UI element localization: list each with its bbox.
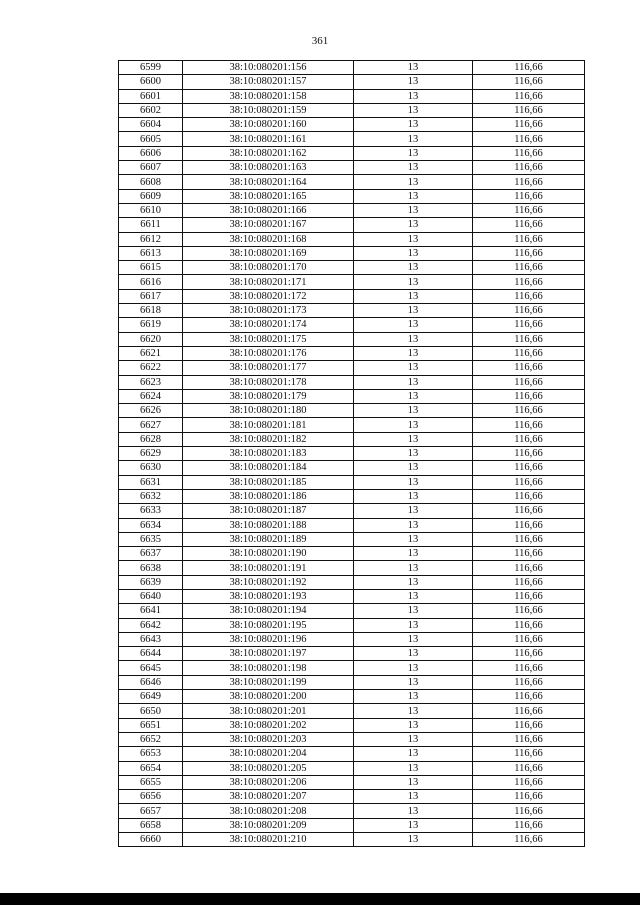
code-cell: 13 <box>354 103 473 117</box>
table-row <box>119 175 585 189</box>
table-row <box>119 146 585 160</box>
code-cell: 13 <box>354 489 473 503</box>
area-cell: 116,66 <box>473 146 585 160</box>
area-cell: 116,66 <box>473 161 585 175</box>
code-cell: 13 <box>354 218 473 232</box>
code-cell: 13 <box>354 75 473 89</box>
cadastral-number-cell: 38:10:080201:206 <box>183 775 354 789</box>
area-cell: 116,66 <box>473 332 585 346</box>
cadastral-number-cell: 38:10:080201:195 <box>183 618 354 632</box>
code-cell: 13 <box>354 775 473 789</box>
code-cell: 13 <box>354 132 473 146</box>
area-cell: 116,66 <box>473 275 585 289</box>
code-cell: 13 <box>354 189 473 203</box>
row-number-cell: 6630 <box>119 461 183 475</box>
cadastral-number-cell: 38:10:080201:165 <box>183 189 354 203</box>
cadastral-number-cell: 38:10:080201:179 <box>183 389 354 403</box>
cadastral-number-cell: 38:10:080201:193 <box>183 589 354 603</box>
code-cell: 13 <box>354 518 473 532</box>
row-number-cell: 6660 <box>119 833 183 847</box>
table-row <box>119 647 585 661</box>
code-cell: 13 <box>354 475 473 489</box>
code-cell: 13 <box>354 261 473 275</box>
row-number-cell: 6619 <box>119 318 183 332</box>
table-row <box>119 804 585 818</box>
cadastral-number-cell: 38:10:080201:177 <box>183 361 354 375</box>
row-number-cell: 6650 <box>119 704 183 718</box>
table-row <box>119 161 585 175</box>
cadastral-number-cell: 38:10:080201:160 <box>183 118 354 132</box>
area-cell: 116,66 <box>473 747 585 761</box>
row-number-cell: 6652 <box>119 732 183 746</box>
area-cell: 116,66 <box>473 718 585 732</box>
table-row <box>119 504 585 518</box>
row-number-cell: 6626 <box>119 404 183 418</box>
area-cell: 116,66 <box>473 404 585 418</box>
cadastral-number-cell: 38:10:080201:183 <box>183 447 354 461</box>
cadastral-number-cell: 38:10:080201:180 <box>183 404 354 418</box>
table-row <box>119 361 585 375</box>
table-row <box>119 103 585 117</box>
area-cell: 116,66 <box>473 504 585 518</box>
code-cell: 13 <box>354 575 473 589</box>
row-number-cell: 6658 <box>119 818 183 832</box>
cadastral-number-cell: 38:10:080201:176 <box>183 346 354 360</box>
row-number-cell: 6611 <box>119 218 183 232</box>
cadastral-number-cell: 38:10:080201:199 <box>183 675 354 689</box>
area-cell: 116,66 <box>473 418 585 432</box>
area-cell: 116,66 <box>473 732 585 746</box>
row-number-cell: 6618 <box>119 304 183 318</box>
area-cell: 116,66 <box>473 675 585 689</box>
table-row <box>119 232 585 246</box>
cadastral-number-cell: 38:10:080201:187 <box>183 504 354 518</box>
code-cell: 13 <box>354 604 473 618</box>
row-number-cell: 6643 <box>119 632 183 646</box>
row-number-cell: 6605 <box>119 132 183 146</box>
code-cell: 13 <box>354 675 473 689</box>
code-cell: 13 <box>354 89 473 103</box>
table-row <box>119 604 585 618</box>
area-cell: 116,66 <box>473 775 585 789</box>
area-cell: 116,66 <box>473 261 585 275</box>
row-number-cell: 6602 <box>119 103 183 117</box>
row-number-cell: 6607 <box>119 161 183 175</box>
area-cell: 116,66 <box>473 246 585 260</box>
table-row <box>119 418 585 432</box>
row-number-cell: 6651 <box>119 718 183 732</box>
table-row <box>119 690 585 704</box>
row-number-cell: 6622 <box>119 361 183 375</box>
code-cell: 13 <box>354 618 473 632</box>
area-cell: 116,66 <box>473 218 585 232</box>
area-cell: 116,66 <box>473 575 585 589</box>
code-cell: 13 <box>354 790 473 804</box>
area-cell: 116,66 <box>473 818 585 832</box>
cadastral-number-cell: 38:10:080201:205 <box>183 761 354 775</box>
cadastral-number-cell: 38:10:080201:210 <box>183 833 354 847</box>
row-number-cell: 6637 <box>119 547 183 561</box>
table-row <box>119 318 585 332</box>
row-number-cell: 6613 <box>119 246 183 260</box>
code-cell: 13 <box>354 275 473 289</box>
row-number-cell: 6632 <box>119 489 183 503</box>
cadastral-number-cell: 38:10:080201:198 <box>183 661 354 675</box>
cadastral-number-cell: 38:10:080201:182 <box>183 432 354 446</box>
code-cell: 13 <box>354 747 473 761</box>
table-row <box>119 246 585 260</box>
table-row <box>119 618 585 632</box>
table-row <box>119 75 585 89</box>
row-number-cell: 6633 <box>119 504 183 518</box>
cadastral-number-cell: 38:10:080201:171 <box>183 275 354 289</box>
row-number-cell: 6616 <box>119 275 183 289</box>
table-row <box>119 704 585 718</box>
table-row <box>119 375 585 389</box>
area-cell: 116,66 <box>473 61 585 75</box>
code-cell: 13 <box>354 404 473 418</box>
row-number-cell: 6606 <box>119 146 183 160</box>
cadastral-number-cell: 38:10:080201:166 <box>183 203 354 217</box>
area-cell: 116,66 <box>473 389 585 403</box>
area-cell: 116,66 <box>473 318 585 332</box>
code-cell: 13 <box>354 389 473 403</box>
cadastral-number-cell: 38:10:080201:158 <box>183 89 354 103</box>
area-cell: 116,66 <box>473 761 585 775</box>
area-cell: 116,66 <box>473 203 585 217</box>
area-cell: 116,66 <box>473 704 585 718</box>
code-cell: 13 <box>354 304 473 318</box>
table-row <box>119 218 585 232</box>
table-row <box>119 675 585 689</box>
cadastral-number-cell: 38:10:080201:156 <box>183 61 354 75</box>
code-cell: 13 <box>354 647 473 661</box>
table-row <box>119 561 585 575</box>
cadastral-number-cell: 38:10:080201:194 <box>183 604 354 618</box>
area-cell: 116,66 <box>473 690 585 704</box>
table-row <box>119 461 585 475</box>
area-cell: 116,66 <box>473 375 585 389</box>
code-cell: 13 <box>354 732 473 746</box>
table-row <box>119 718 585 732</box>
code-cell: 13 <box>354 161 473 175</box>
area-cell: 116,66 <box>473 475 585 489</box>
table-row <box>119 275 585 289</box>
area-cell: 116,66 <box>473 547 585 561</box>
cadastral-number-cell: 38:10:080201:204 <box>183 747 354 761</box>
cadastral-number-cell: 38:10:080201:189 <box>183 532 354 546</box>
row-number-cell: 6610 <box>119 203 183 217</box>
cadastral-number-cell: 38:10:080201:190 <box>183 547 354 561</box>
cadastral-number-cell: 38:10:080201:207 <box>183 790 354 804</box>
code-cell: 13 <box>354 661 473 675</box>
cadastral-number-cell: 38:10:080201:168 <box>183 232 354 246</box>
code-cell: 13 <box>354 718 473 732</box>
code-cell: 13 <box>354 818 473 832</box>
table-body <box>119 61 585 847</box>
table-row <box>119 261 585 275</box>
table-row <box>119 475 585 489</box>
code-cell: 13 <box>354 289 473 303</box>
area-cell: 116,66 <box>473 561 585 575</box>
cadastral-number-cell: 38:10:080201:174 <box>183 318 354 332</box>
row-number-cell: 6617 <box>119 289 183 303</box>
area-cell: 116,66 <box>473 361 585 375</box>
table-row <box>119 818 585 832</box>
code-cell: 13 <box>354 461 473 475</box>
cadastral-number-cell: 38:10:080201:203 <box>183 732 354 746</box>
area-cell: 116,66 <box>473 647 585 661</box>
scan-edge-bar <box>0 893 640 905</box>
cadastral-number-cell: 38:10:080201:173 <box>183 304 354 318</box>
cadastral-number-cell: 38:10:080201:186 <box>183 489 354 503</box>
code-cell: 13 <box>354 175 473 189</box>
code-cell: 13 <box>354 447 473 461</box>
table-row <box>119 547 585 561</box>
cadastral-number-cell: 38:10:080201:209 <box>183 818 354 832</box>
cadastral-number-cell: 38:10:080201:188 <box>183 518 354 532</box>
row-number-cell: 6604 <box>119 118 183 132</box>
code-cell: 13 <box>354 146 473 160</box>
cadastral-number-cell: 38:10:080201:208 <box>183 804 354 818</box>
cadastral-number-cell: 38:10:080201:202 <box>183 718 354 732</box>
row-number-cell: 6644 <box>119 647 183 661</box>
cadastral-number-cell: 38:10:080201:185 <box>183 475 354 489</box>
area-cell: 116,66 <box>473 632 585 646</box>
code-cell: 13 <box>354 632 473 646</box>
row-number-cell: 6638 <box>119 561 183 575</box>
table-row <box>119 532 585 546</box>
cadastral-number-cell: 38:10:080201:200 <box>183 690 354 704</box>
table-row <box>119 132 585 146</box>
code-cell: 13 <box>354 418 473 432</box>
code-cell: 13 <box>354 361 473 375</box>
cadastral-number-cell: 38:10:080201:161 <box>183 132 354 146</box>
cadastral-number-cell: 38:10:080201:164 <box>183 175 354 189</box>
area-cell: 116,66 <box>473 75 585 89</box>
row-number-cell: 6634 <box>119 518 183 532</box>
table-row <box>119 404 585 418</box>
page-number: 361 <box>311 35 329 47</box>
table-row <box>119 118 585 132</box>
cadastral-number-cell: 38:10:080201:184 <box>183 461 354 475</box>
cadastral-number-cell: 38:10:080201:178 <box>183 375 354 389</box>
row-number-cell: 6642 <box>119 618 183 632</box>
area-cell: 116,66 <box>473 289 585 303</box>
row-number-cell: 6635 <box>119 532 183 546</box>
cadastral-number-cell: 38:10:080201:172 <box>183 289 354 303</box>
area-cell: 116,66 <box>473 189 585 203</box>
cadastral-number-cell: 38:10:080201:197 <box>183 647 354 661</box>
area-cell: 116,66 <box>473 804 585 818</box>
code-cell: 13 <box>354 547 473 561</box>
row-number-cell: 6627 <box>119 418 183 432</box>
table-row <box>119 632 585 646</box>
code-cell: 13 <box>354 332 473 346</box>
cadastral-number-cell: 38:10:080201:162 <box>183 146 354 160</box>
table-row <box>119 489 585 503</box>
row-number-cell: 6629 <box>119 447 183 461</box>
table-row <box>119 346 585 360</box>
code-cell: 13 <box>354 804 473 818</box>
code-cell: 13 <box>354 61 473 75</box>
row-number-cell: 6612 <box>119 232 183 246</box>
area-cell: 116,66 <box>473 346 585 360</box>
area-cell: 116,66 <box>473 232 585 246</box>
row-number-cell: 6608 <box>119 175 183 189</box>
area-cell: 116,66 <box>473 103 585 117</box>
area-cell: 116,66 <box>473 304 585 318</box>
table-row <box>119 589 585 603</box>
table-row <box>119 61 585 75</box>
table-row <box>119 790 585 804</box>
row-number-cell: 6609 <box>119 189 183 203</box>
area-cell: 116,66 <box>473 118 585 132</box>
table-row <box>119 304 585 318</box>
table-row <box>119 575 585 589</box>
table-row <box>119 775 585 789</box>
cadastral-number-cell: 38:10:080201:196 <box>183 632 354 646</box>
cadastral-number-cell: 38:10:080201:201 <box>183 704 354 718</box>
row-number-cell: 6653 <box>119 747 183 761</box>
code-cell: 13 <box>354 346 473 360</box>
table-row <box>119 289 585 303</box>
row-number-cell: 6646 <box>119 675 183 689</box>
code-cell: 13 <box>354 504 473 518</box>
area-cell: 116,66 <box>473 489 585 503</box>
cadastral-number-cell: 38:10:080201:175 <box>183 332 354 346</box>
row-number-cell: 6631 <box>119 475 183 489</box>
table-row <box>119 389 585 403</box>
code-cell: 13 <box>354 589 473 603</box>
cadastral-number-cell: 38:10:080201:163 <box>183 161 354 175</box>
cadastral-number-cell: 38:10:080201:169 <box>183 246 354 260</box>
code-cell: 13 <box>354 246 473 260</box>
area-cell: 116,66 <box>473 175 585 189</box>
row-number-cell: 6621 <box>119 346 183 360</box>
row-number-cell: 6655 <box>119 775 183 789</box>
cadastral-number-cell: 38:10:080201:191 <box>183 561 354 575</box>
area-cell: 116,66 <box>473 132 585 146</box>
row-number-cell: 6599 <box>119 61 183 75</box>
cadastral-number-cell: 38:10:080201:181 <box>183 418 354 432</box>
area-cell: 116,66 <box>473 589 585 603</box>
area-cell: 116,66 <box>473 461 585 475</box>
area-cell: 116,66 <box>473 604 585 618</box>
row-number-cell: 6657 <box>119 804 183 818</box>
cadastral-number-cell: 38:10:080201:170 <box>183 261 354 275</box>
table-row <box>119 332 585 346</box>
table-row <box>119 518 585 532</box>
code-cell: 13 <box>354 232 473 246</box>
area-cell: 116,66 <box>473 833 585 847</box>
table-row <box>119 747 585 761</box>
code-cell: 13 <box>354 561 473 575</box>
code-cell: 13 <box>354 532 473 546</box>
code-cell: 13 <box>354 203 473 217</box>
table-row <box>119 189 585 203</box>
table-row <box>119 833 585 847</box>
row-number-cell: 6654 <box>119 761 183 775</box>
row-number-cell: 6628 <box>119 432 183 446</box>
cadastral-number-cell: 38:10:080201:159 <box>183 103 354 117</box>
row-number-cell: 6649 <box>119 690 183 704</box>
table-row <box>119 761 585 775</box>
row-number-cell: 6641 <box>119 604 183 618</box>
area-cell: 116,66 <box>473 518 585 532</box>
table-row <box>119 89 585 103</box>
cadastral-number-cell: 38:10:080201:157 <box>183 75 354 89</box>
row-number-cell: 6639 <box>119 575 183 589</box>
area-cell: 116,66 <box>473 532 585 546</box>
cadastral-table <box>118 60 585 847</box>
row-number-cell: 6600 <box>119 75 183 89</box>
table-row <box>119 203 585 217</box>
code-cell: 13 <box>354 318 473 332</box>
area-cell: 116,66 <box>473 432 585 446</box>
area-cell: 116,66 <box>473 89 585 103</box>
code-cell: 13 <box>354 118 473 132</box>
code-cell: 13 <box>354 432 473 446</box>
row-number-cell: 6624 <box>119 389 183 403</box>
table-row <box>119 432 585 446</box>
cadastral-number-cell: 38:10:080201:167 <box>183 218 354 232</box>
code-cell: 13 <box>354 833 473 847</box>
row-number-cell: 6623 <box>119 375 183 389</box>
table-container <box>118 60 585 847</box>
row-number-cell: 6601 <box>119 89 183 103</box>
row-number-cell: 6645 <box>119 661 183 675</box>
area-cell: 116,66 <box>473 790 585 804</box>
row-number-cell: 6656 <box>119 790 183 804</box>
area-cell: 116,66 <box>473 661 585 675</box>
code-cell: 13 <box>354 704 473 718</box>
cadastral-number-cell: 38:10:080201:192 <box>183 575 354 589</box>
row-number-cell: 6620 <box>119 332 183 346</box>
row-number-cell: 6640 <box>119 589 183 603</box>
area-cell: 116,66 <box>473 447 585 461</box>
table-row <box>119 661 585 675</box>
row-number-cell: 6615 <box>119 261 183 275</box>
code-cell: 13 <box>354 761 473 775</box>
area-cell: 116,66 <box>473 618 585 632</box>
table-row <box>119 732 585 746</box>
table-row <box>119 447 585 461</box>
code-cell: 13 <box>354 690 473 704</box>
code-cell: 13 <box>354 375 473 389</box>
